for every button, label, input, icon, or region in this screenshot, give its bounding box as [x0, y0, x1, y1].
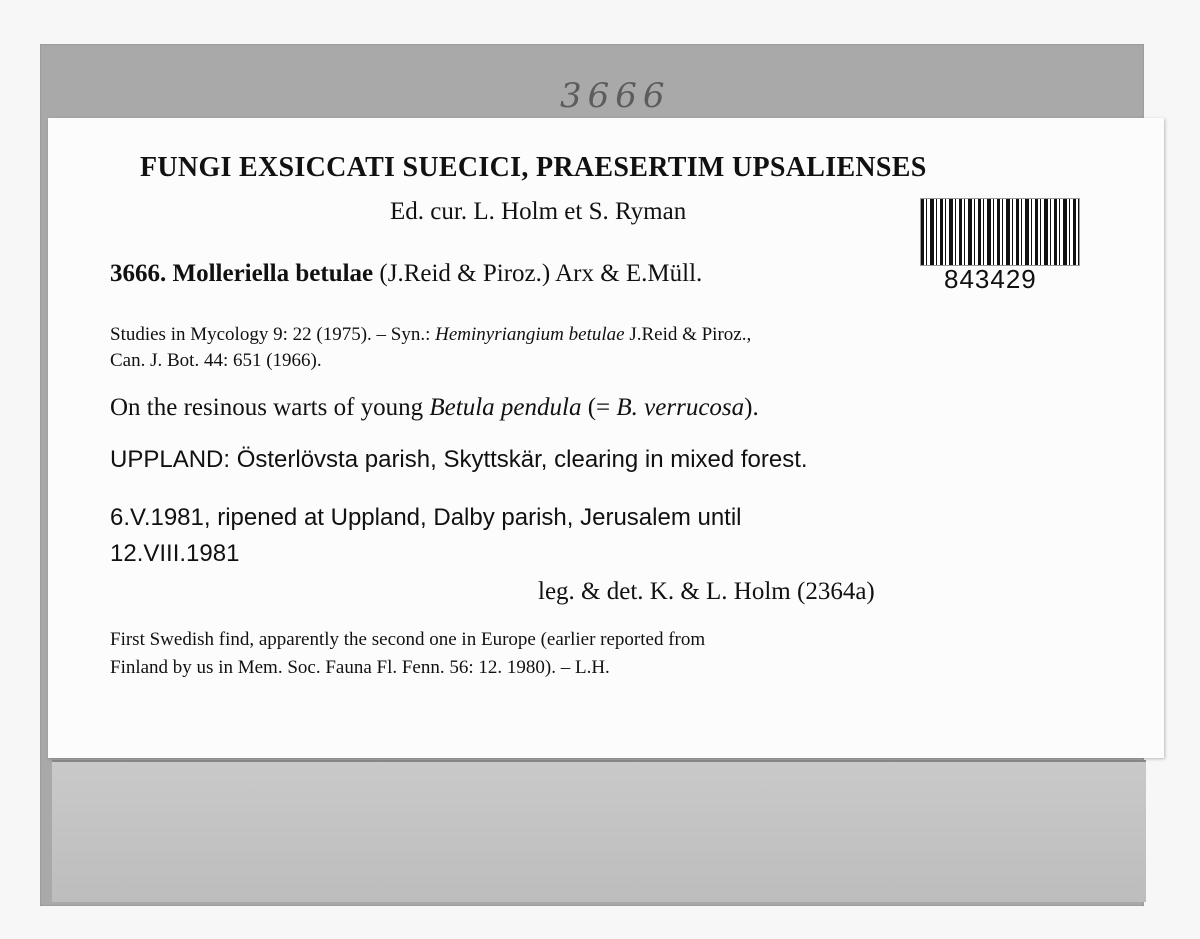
- species-authority: (J.Reid & Piroz.) Arx & E.Müll.: [379, 260, 703, 287]
- note-line1: First Swedish find, apparently the second one in Europe (earlier reported from: [110, 629, 706, 650]
- references: [110, 322, 751, 374]
- series-title: FUNGI EXSICCATI SUECICI, PRAESERTIM UPSALIENSES: [140, 152, 927, 183]
- reference-line2: Can. J. Bot. 44: 651 (1966).: [110, 350, 322, 371]
- species-name: Molleriella betulae: [172, 260, 374, 287]
- species-line: [110, 260, 702, 288]
- habitat-line: [110, 394, 759, 422]
- specimen-packet: [52, 760, 1146, 902]
- habitat-suffix: ).: [744, 394, 759, 421]
- note-line2: Finland by us in Mem. Soc. Fauna Fl. Fenn. 56: 12. 1980). – L.H.: [110, 657, 610, 678]
- habitat-prefix: On the resinous warts of young: [110, 394, 430, 421]
- barcode-icon: [920, 198, 1080, 266]
- exsiccata-number: 3666.: [110, 260, 167, 287]
- date-line2: 12.VIII.1981: [110, 540, 240, 567]
- synonym-name: Heminyriangium betulae: [435, 324, 625, 345]
- locality-line: UPPLAND: Österlövsta parish, Skyttskär, clearing in mixed forest.: [110, 446, 808, 473]
- barcode-number: 843429: [944, 264, 1037, 294]
- pencil-note: 3666: [560, 76, 671, 116]
- synonym-authority: J.Reid & Piroz.,: [624, 324, 752, 345]
- collector-line: leg. & det. K. & L. Holm (2364a): [538, 578, 875, 605]
- habitat-middle: (=: [581, 394, 617, 421]
- host-name: Betula pendula: [429, 394, 582, 421]
- date-block: [110, 500, 742, 572]
- date-line1: 6.V.1981, ripened at Uppland, Dalby parish, Jerusalem until: [110, 504, 742, 531]
- specimen-label: [48, 118, 1164, 758]
- reference-prefix: Studies in Mycology 9: 22 (1975). – Syn.:: [110, 324, 436, 345]
- host-synonym: B. verrucosa: [616, 394, 745, 421]
- editors-line: Ed. cur. L. Holm et S. Ryman: [390, 198, 687, 225]
- note-block: [110, 626, 1076, 682]
